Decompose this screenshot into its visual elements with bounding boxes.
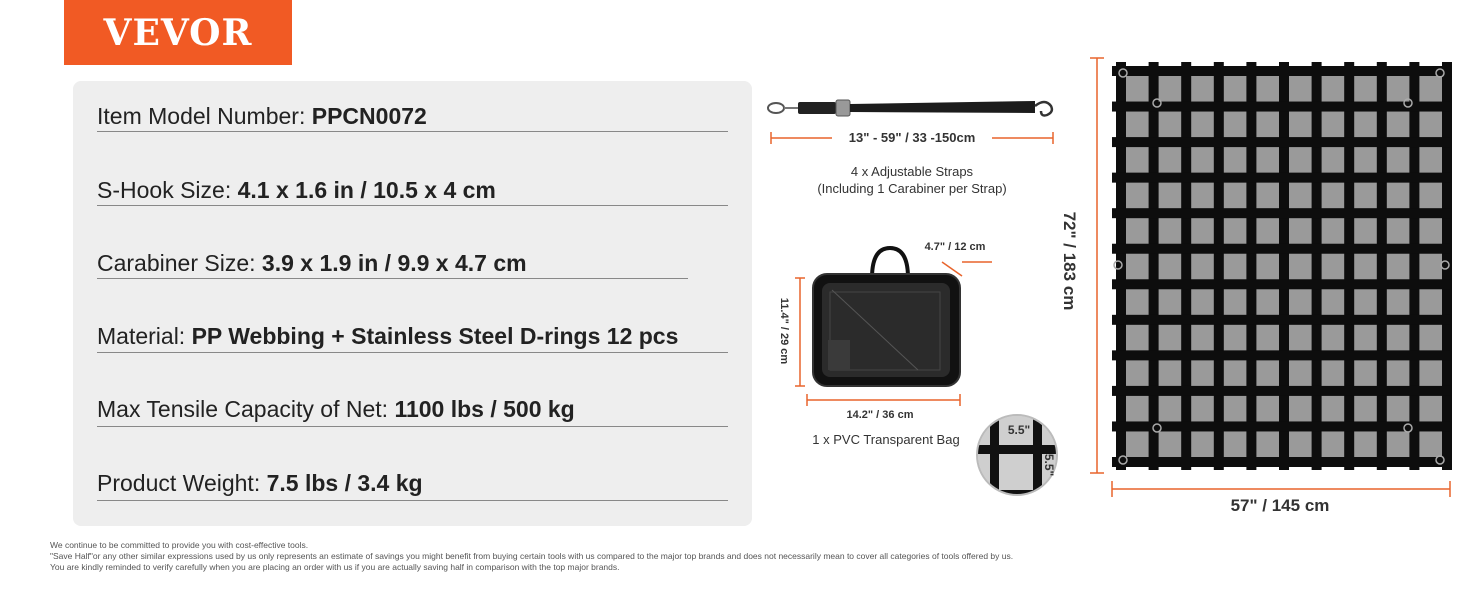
net-vertical-strap <box>1409 62 1419 470</box>
net-horizontal-strap <box>1112 244 1450 254</box>
spec-value: PP Webbing + Stainless Steel D-rings 12 pcs <box>191 323 679 349</box>
bag-height-label: 11.4" / 29 cm <box>778 297 790 365</box>
spec-label: Carabiner Size: <box>97 250 262 276</box>
footnote-2: "Save Half"or any other similar expressions used by us only represents an estimate of savings you might benefit from buying certain tools with us compared to the major top brands and does not necessarily mean to cover all categories of tools offered by us. <box>50 551 1014 561</box>
net-vertical-strap <box>1181 62 1191 470</box>
strap-caption-2: (Including 1 Carabiner per Strap) <box>817 181 1007 196</box>
net-vertical-strap <box>1312 62 1322 470</box>
net-vertical-strap <box>1246 62 1256 470</box>
net-horizontal-strap <box>1112 350 1450 360</box>
footnote-1: We continue to be committed to provide you with cost-effective tools. <box>50 540 309 550</box>
bag-illustration <box>813 248 960 386</box>
net-vertical-strap <box>1116 62 1126 470</box>
net-vertical-strap <box>1279 62 1289 470</box>
net-horizontal-strap <box>1112 66 1450 76</box>
mesh-size-v-label: 5.5" <box>1042 453 1056 477</box>
strap-illustration <box>768 100 1052 116</box>
bag-depth-label: 4.7" / 12 cm <box>924 241 986 253</box>
mesh-size-h-label: 5.5" <box>1007 423 1031 437</box>
logo-text: VEVOR <box>103 11 253 54</box>
spec-value: 3.9 x 1.9 in / 9.9 x 4.7 cm <box>261 250 527 276</box>
net-horizontal-strap <box>1112 137 1450 147</box>
net-horizontal-strap <box>1112 279 1450 289</box>
net-horizontal-strap <box>1112 315 1450 325</box>
spec-value: PPCN0072 <box>311 103 427 129</box>
spec-value: 1100 lbs / 500 kg <box>394 396 575 422</box>
net-vertical-strap <box>1344 62 1354 470</box>
net-vertical-strap <box>1214 62 1224 470</box>
spec-label: Material: <box>97 323 192 349</box>
net-vertical-strap <box>1377 62 1387 470</box>
net-horizontal-strap <box>1112 457 1450 467</box>
net-horizontal-strap <box>1112 421 1450 431</box>
net-horizontal-strap <box>1112 386 1450 396</box>
spec-label: S-Hook Size: <box>97 177 238 203</box>
spec-label: Item Model Number: <box>97 103 312 129</box>
strap-caption-1: 4 x Adjustable Straps <box>850 164 974 179</box>
net-height-label: 72" / 183 cm <box>1060 211 1079 311</box>
spec-label: Product Weight: <box>97 470 267 496</box>
net-horizontal-strap <box>1112 102 1450 112</box>
net-vertical-strap <box>1442 62 1452 470</box>
net-width-label: 57" / 145 cm <box>1230 496 1330 515</box>
net-horizontal-strap <box>1112 208 1450 218</box>
bag-caption: 1 x PVC Transparent Bag <box>812 432 960 447</box>
net-vertical-strap <box>1149 62 1159 470</box>
net-horizontal-strap <box>1112 173 1450 183</box>
footnote-3: You are kindly reminded to verify carefully when you are placing an order with us if you are actually saving half in comparison with the top major brands. <box>50 562 620 572</box>
spec-value: 4.1 x 1.6 in / 10.5 x 4 cm <box>237 177 496 203</box>
bag-width-label: 14.2" / 36 cm <box>846 409 914 421</box>
spec-value: 7.5 lbs / 3.4 kg <box>266 470 423 496</box>
strap-length-label: 13" - 59" / 33 -150cm <box>848 130 976 145</box>
spec-label: Max Tensile Capacity of Net: <box>97 396 395 422</box>
